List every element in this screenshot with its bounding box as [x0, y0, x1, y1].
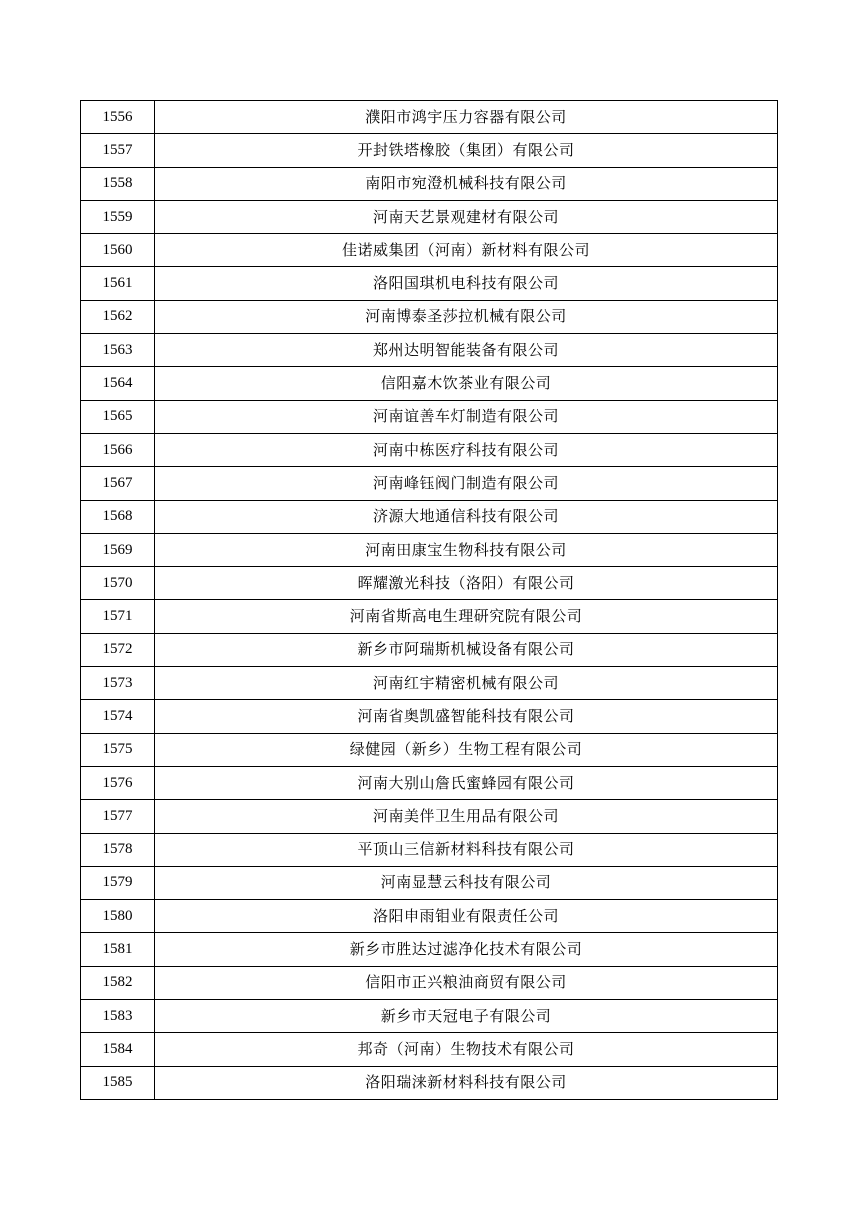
company-name: 信阳市正兴粮油商贸有限公司 [155, 966, 778, 999]
company-name: 新乡市阿瑞斯机械设备有限公司 [155, 633, 778, 666]
table-row [81, 467, 778, 500]
row-number: 1578 [81, 833, 155, 866]
row-number: 1583 [81, 1000, 155, 1033]
table-row [81, 533, 778, 566]
row-number: 1576 [81, 766, 155, 799]
table-row [81, 900, 778, 933]
row-number: 1567 [81, 467, 155, 500]
company-name: 河南大别山詹氏蜜蜂园有限公司 [155, 766, 778, 799]
table-row [81, 300, 778, 333]
company-name: 邦奇（河南）生物技术有限公司 [155, 1033, 778, 1066]
company-name: 河南显慧云科技有限公司 [155, 866, 778, 899]
company-name: 河南省奥凯盛智能科技有限公司 [155, 700, 778, 733]
row-number: 1559 [81, 200, 155, 233]
row-number: 1579 [81, 866, 155, 899]
row-number: 1580 [81, 900, 155, 933]
company-name: 新乡市天冠电子有限公司 [155, 1000, 778, 1033]
table-row [81, 700, 778, 733]
table-row [81, 433, 778, 466]
company-name: 郑州达明智能装备有限公司 [155, 334, 778, 367]
table-row [81, 966, 778, 999]
row-number: 1557 [81, 134, 155, 167]
company-name: 济源大地通信科技有限公司 [155, 500, 778, 533]
row-number: 1556 [81, 101, 155, 134]
table-row [81, 334, 778, 367]
row-number: 1571 [81, 600, 155, 633]
table-row [81, 400, 778, 433]
table-row [81, 567, 778, 600]
company-name: 河南红宇精密机械有限公司 [155, 667, 778, 700]
company-name: 绿健园（新乡）生物工程有限公司 [155, 733, 778, 766]
company-name: 河南博泰圣莎拉机械有限公司 [155, 300, 778, 333]
table-row [81, 1066, 778, 1099]
company-name: 新乡市胜达过滤净化技术有限公司 [155, 933, 778, 966]
row-number: 1563 [81, 334, 155, 367]
table-row [81, 833, 778, 866]
row-number: 1577 [81, 800, 155, 833]
company-name: 平顶山三信新材料科技有限公司 [155, 833, 778, 866]
company-name: 河南天艺景观建材有限公司 [155, 200, 778, 233]
table-row [81, 667, 778, 700]
table-row [81, 933, 778, 966]
company-name: 洛阳瑞涞新材料科技有限公司 [155, 1066, 778, 1099]
table-row [81, 766, 778, 799]
row-number: 1570 [81, 567, 155, 600]
table-row [81, 800, 778, 833]
company-name: 河南峰钰阀门制造有限公司 [155, 467, 778, 500]
company-name: 洛阳国琪机电科技有限公司 [155, 267, 778, 300]
row-number: 1584 [81, 1033, 155, 1066]
row-number: 1560 [81, 234, 155, 267]
table-row [81, 134, 778, 167]
row-number: 1581 [81, 933, 155, 966]
row-number: 1562 [81, 300, 155, 333]
company-name: 信阳嘉木饮茶业有限公司 [155, 367, 778, 400]
table-row [81, 600, 778, 633]
row-number: 1568 [81, 500, 155, 533]
table-row [81, 101, 778, 134]
company-name: 佳诺威集团（河南）新材料有限公司 [155, 234, 778, 267]
row-number: 1558 [81, 167, 155, 200]
table-row [81, 733, 778, 766]
row-number: 1566 [81, 433, 155, 466]
company-name: 濮阳市鸿宇压力容器有限公司 [155, 101, 778, 134]
table-row [81, 267, 778, 300]
company-name: 河南美伴卫生用品有限公司 [155, 800, 778, 833]
company-name: 洛阳申雨钼业有限责任公司 [155, 900, 778, 933]
table-row [81, 500, 778, 533]
table-row [81, 367, 778, 400]
row-number: 1565 [81, 400, 155, 433]
company-list-table [80, 100, 778, 1100]
company-name: 河南田康宝生物科技有限公司 [155, 533, 778, 566]
company-name: 河南谊善车灯制造有限公司 [155, 400, 778, 433]
table-row [81, 1000, 778, 1033]
row-number: 1564 [81, 367, 155, 400]
company-name: 开封铁塔橡胶（集团）有限公司 [155, 134, 778, 167]
table-row [81, 1033, 778, 1066]
table-row [81, 633, 778, 666]
table-body [81, 101, 778, 1100]
row-number: 1561 [81, 267, 155, 300]
row-number: 1572 [81, 633, 155, 666]
row-number: 1575 [81, 733, 155, 766]
row-number: 1569 [81, 533, 155, 566]
table-row [81, 200, 778, 233]
table-row [81, 866, 778, 899]
row-number: 1585 [81, 1066, 155, 1099]
company-name: 河南中栋医疗科技有限公司 [155, 433, 778, 466]
company-name: 河南省斯高电生理研究院有限公司 [155, 600, 778, 633]
table-row [81, 234, 778, 267]
table-row [81, 167, 778, 200]
row-number: 1574 [81, 700, 155, 733]
row-number: 1582 [81, 966, 155, 999]
row-number: 1573 [81, 667, 155, 700]
company-name: 南阳市宛澄机械科技有限公司 [155, 167, 778, 200]
company-name: 晖耀激光科技（洛阳）有限公司 [155, 567, 778, 600]
